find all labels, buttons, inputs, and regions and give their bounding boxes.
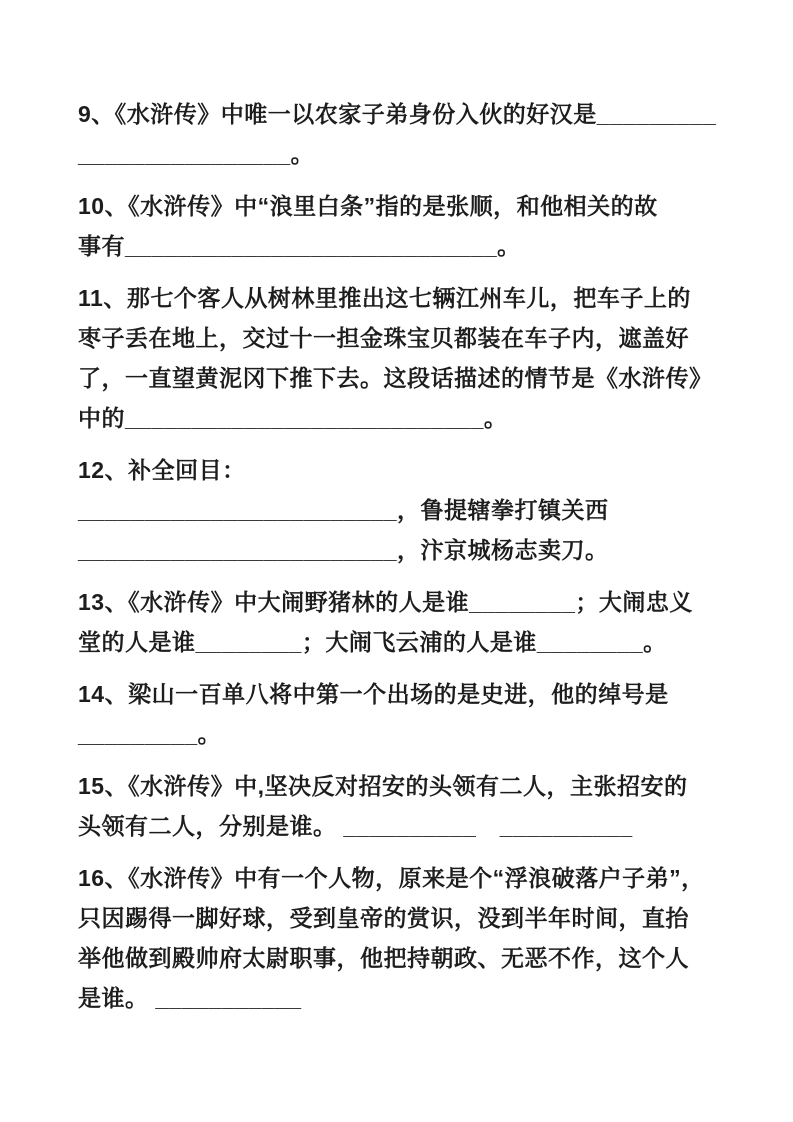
question-10-line-2: 事有____________________________。: [78, 233, 521, 259]
question-12-line-1: 12、补全回目：: [78, 457, 246, 483]
question-15: [78, 766, 719, 846]
question-16-line-4: 是谁。 ___________: [78, 985, 302, 1011]
question-15-line-2: 头领有二人，分别是谁。 __________ __________: [78, 813, 633, 839]
question-9-line-2: ________________。: [78, 141, 315, 167]
question-13-line-1: 13、《水浒传》中大闹野猪林的人是谁________；大闹忠义: [78, 589, 693, 615]
question-9-line-1: 9、《水浒传》中唯一以农家子弟身份入伙的好汉是_________: [78, 101, 717, 127]
question-10-line-1: 10、《水浒传》中“浪里白条”指的是张顺，和他相关的故: [78, 193, 658, 219]
question-11-line-2: 枣子丢在地上，交过十一担金珠宝贝都装在车子内，遮盖好: [78, 325, 689, 351]
question-16-line-1: 16、《水浒传》中有一个人物，原来是个“浮浪破落户子弟”，: [78, 865, 705, 891]
question-12-line-3: ________________________，汴京城杨志卖刀。: [78, 537, 609, 563]
question-11-line-4: 中的___________________________。: [78, 405, 508, 431]
question-12-line-2: ________________________，鲁提辖拳打镇关西: [78, 497, 609, 523]
question-16: [78, 858, 719, 1018]
question-13: [78, 582, 719, 662]
question-11: [78, 278, 719, 438]
question-9: [78, 94, 719, 174]
question-16-line-2: 只因踢得一脚好球，受到皇帝的赏识，没到半年时间，直抬: [78, 905, 689, 931]
question-16-line-3: 举他做到殿帅府太尉职事，他把持朝政、无恶不作，这个人: [78, 945, 689, 971]
question-11-line-3: 了，一直望黄泥冈下推下去。这段话描述的情节是《水浒传》: [78, 365, 713, 391]
question-15-line-1: 15、《水浒传》中,坚决反对招安的头领有二人，主张招安的: [78, 773, 688, 799]
question-14-line-1: 14、梁山一百单八将中第一个出场的是史进，他的绰号是: [78, 681, 669, 707]
question-11-line-1: 11、那七个客人从树林里推出这七辆江州车儿，把车子上的: [78, 285, 691, 311]
question-14: [78, 674, 719, 754]
question-12: [78, 450, 719, 570]
question-10: [78, 186, 719, 266]
question-14-line-2: _________。: [78, 721, 222, 747]
question-13-line-2: 堂的人是谁________；大闹飞云浦的人是谁________。: [78, 629, 667, 655]
